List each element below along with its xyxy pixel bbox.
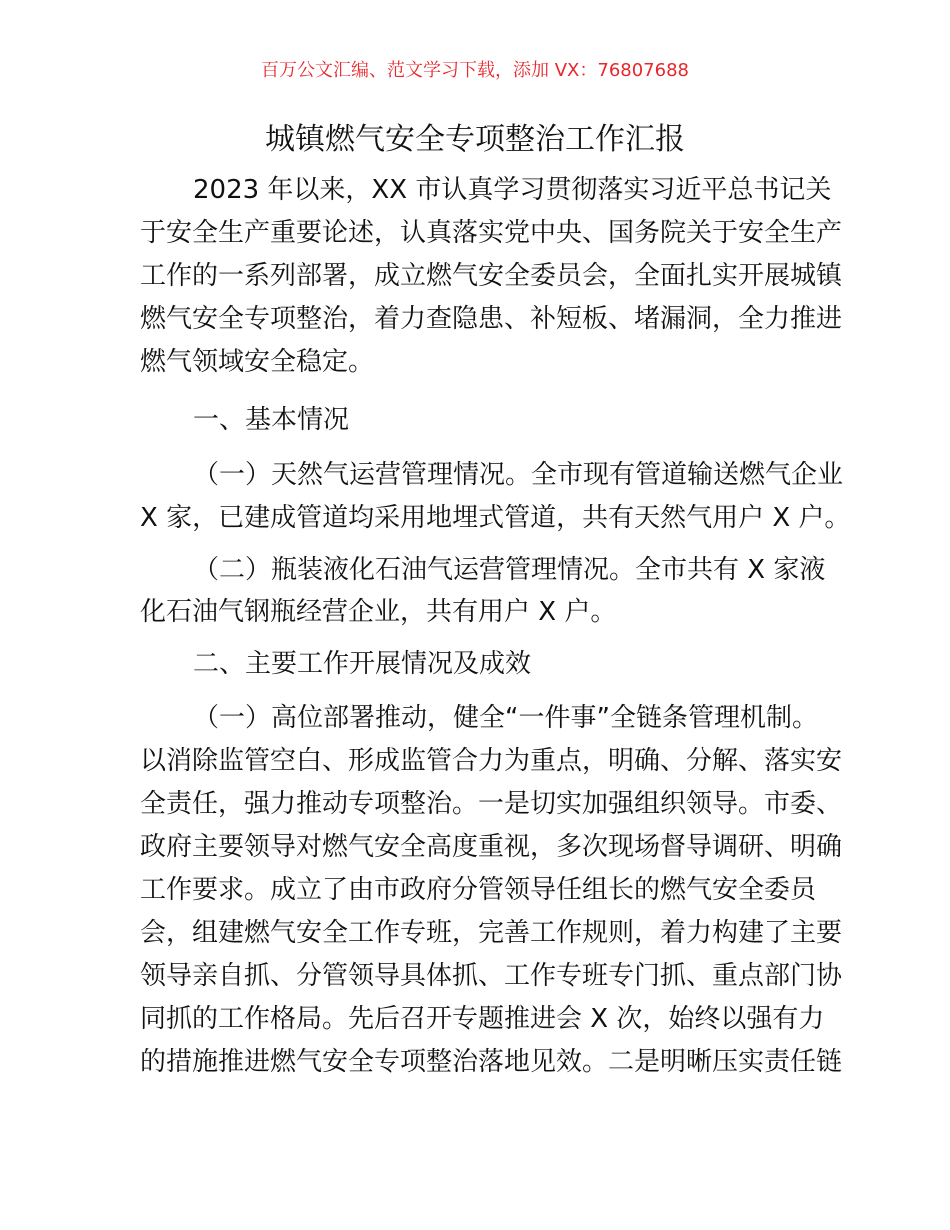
paragraph-line: 燃气安全专项整治，着力查隐患、补短板、堵漏洞，全力推进: [140, 304, 843, 334]
paragraph-line: （二）瓶装液化石油气运营管理情况。全市共有 X 家液: [193, 555, 826, 585]
paragraph-line: （一）高位部署推动，健全“一件事”全链条管理机制。: [193, 703, 818, 733]
paragraph-line: 工作的一系列部署，成立燃气安全委员会，全面扎实开展城镇: [140, 261, 843, 291]
paragraph-line: 领导亲自抓、分管领导具体抓、工作专班专门抓、重点部门协: [140, 961, 843, 991]
paragraph-line: 的措施推进燃气安全专项整治落地见效。二是明晰压实责任链: [140, 1047, 843, 1077]
paragraph-line: （一）天然气运营管理情况。全市现有管道输送燃气企业: [193, 460, 844, 490]
paragraph-line: X 家，已建成管道均采用地埋式管道，共有天然气用户 X 户。: [140, 503, 851, 533]
paragraph-line: 2023 年以来，XX 市认真学习贯彻落实习近平总书记关: [193, 175, 832, 205]
paragraph-line: 同抓的工作格局。先后召开专题推进会 X 次，始终以强有力: [140, 1004, 825, 1034]
paragraph-line: 全责任，强力推动专项整治。一是切实加强组织领导。市委、: [140, 789, 843, 819]
paragraph-line: 会，组建燃气安全工作专班，完善工作规则，着力构建了主要: [140, 918, 843, 948]
section-heading: 二、主要工作开展情况及成效: [193, 649, 532, 679]
paragraph-line: 于安全生产重要论述，认真落实党中央、国务院关于安全生产: [140, 218, 843, 248]
paragraph-line: 化石油气钢瓶经营企业，共有用户 X 户。: [140, 597, 617, 627]
watermark-header: 百万公文汇编、范文学习下载，添加 VX：76807688: [261, 60, 689, 81]
document-title: 城镇燃气安全专项整治工作汇报: [265, 122, 685, 157]
section-heading: 一、基本情况: [193, 405, 350, 435]
paragraph-line: 工作要求。成立了由市政府分管领导任组长的燃气安全委员: [140, 875, 817, 905]
paragraph-line: 以消除监管空白、形成监管合力为重点，明确、分解、落实安: [140, 746, 843, 776]
paragraph-line: 燃气领域安全稳定。: [140, 347, 375, 377]
paragraph-line: 政府主要领导对燃气安全高度重视，多次现场督导调研、明确: [140, 832, 843, 862]
